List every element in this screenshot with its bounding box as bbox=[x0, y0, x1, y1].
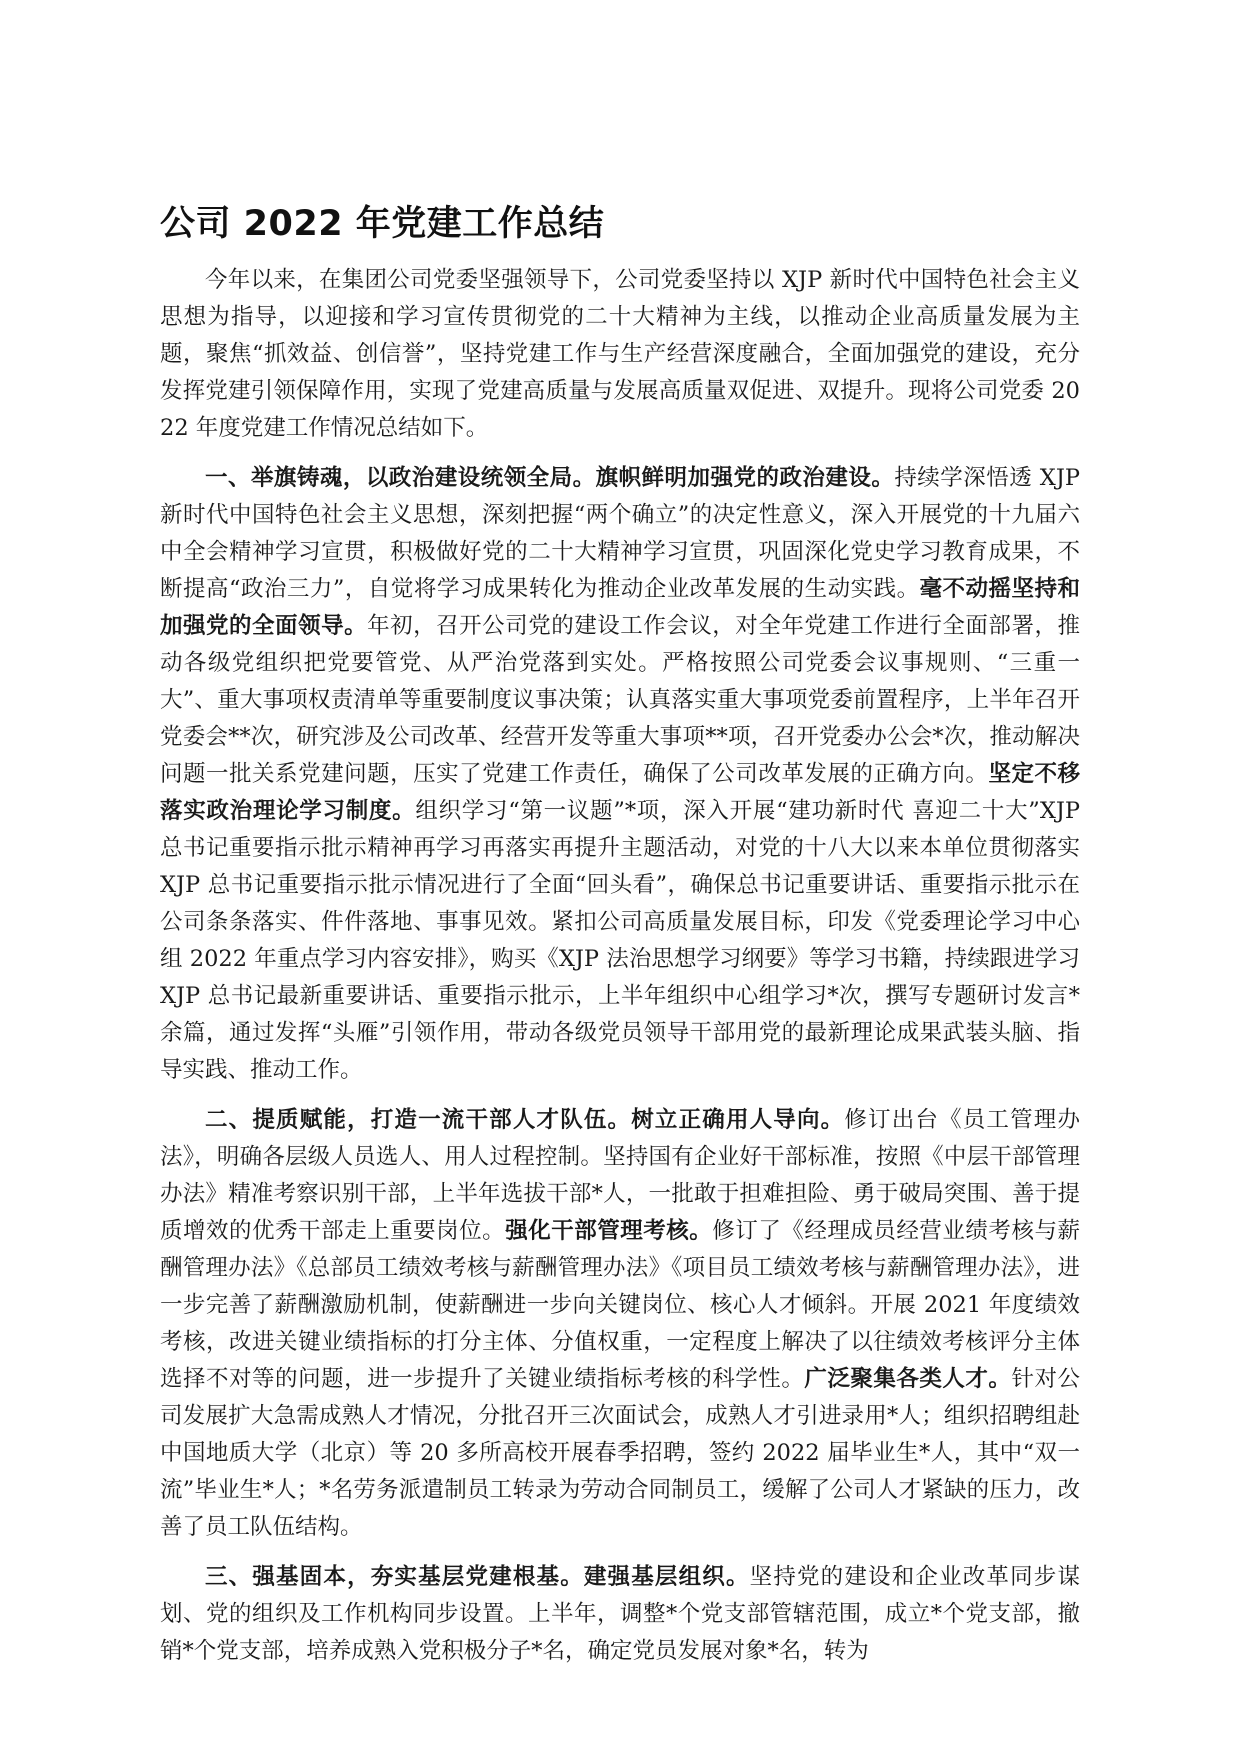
document-title: 公司 2022 年党建工作总结 bbox=[160, 204, 605, 244]
section-1-text-3: 组织学习“第一议题”*项，深入开展“建功新时代 喜迎二十大”XJP 总书记重要指示批示精神再学习再落实再提升主题活动，对党的十八大以来本单位贯彻落实 XJP 总书记重要指示批示情况进行了全面“回头看”，确保总书记重要讲话、重要指示批示在公司条条落实、件件落地、事事见效。紧扣公司高质量发展目标，印发《党委理论学习中心组 2022 年重点学习内容安排》，购买《XJP 法治思想学习纲要》等学习书籍，持续跟进学习 XJP 总书记最新重要讲话、重要指示批示，上半年组织中心组学习*次，撰写专题研讨发言*余篇，通过发挥“头雁”引领作用，带动各级党员领导干部用党的最新理论成果武装头脑、指导实践、推动工作。 bbox=[160, 798, 1080, 1083]
section-3-paragraph bbox=[160, 1559, 1080, 1670]
document-page bbox=[160, 200, 1080, 1683]
section-2-heading: 二、提质赋能，打造一流干部人才队伍。 bbox=[205, 1107, 632, 1133]
section-1-subheading-3: 坚定不移落实政治理论学习制度。 bbox=[160, 761, 1080, 824]
section-2-paragraph bbox=[160, 1102, 1080, 1546]
section-3-heading: 三、强基固本，夯实基层党建根基。 bbox=[205, 1564, 584, 1590]
section-2-text-3: 针对公司发展扩大急需成熟人才情况，分批召开三次面试会，成熟人才引进录用*人；组织招聘组赴中国地质大学（北京）等 20 多所高校开展春季招聘，签约 2022 届毕业生*人，其中“双一流”毕业生*人；*名劳务派遣制员工转录为劳动合同制员工，缓解了公司人才紧缺的压力，改善了员工队伍结构。 bbox=[160, 1366, 1080, 1540]
section-2-subheading-3: 广泛聚集各类人才。 bbox=[804, 1366, 1012, 1392]
section-3-text-1: 坚持党的建设和企业改革同步谋划、党的组织及工作机构同步设置。上半年，调整*个党支部管辖范围，成立*个党支部，撤销*个党支部，培养成熟入党积极分子*名，确定党员发展对象*名，转为 bbox=[160, 1564, 1080, 1664]
section-2-subheading-1: 树立正确用人导向。 bbox=[631, 1107, 845, 1133]
section-2-text-2: 修订了《经理成员经营业绩考核与薪酬管理办法》《总部员工绩效考核与薪酬管理办法》《项目员工绩效考核与薪酬管理办法》，进一步完善了薪酬激励机制，使薪酬进一步向关键岗位、核心人才倾斜。开展 2021 年度绩效考核，改进关键业绩指标的打分主体、分值权重，一定程度上解决了以往绩效考核评分主体选择不对等的问题，进一步提升了关键业绩指标考核的科学性。 bbox=[160, 1218, 1080, 1392]
section-2-text-1: 修订出台《员工管理办法》，明确各层级人员选人、用人过程控制。坚持国有企业好干部标准，按照《中层干部管理办法》精准考察识别干部，上半年选拔干部*人，一批敢于担难担险、勇于破局突围、善于提质增效的优秀干部走上重要岗位。 bbox=[160, 1107, 1080, 1244]
section-2-subheading-2: 强化干部管理考核。 bbox=[505, 1218, 713, 1244]
section-1-text-1: 持续学深悟透 XJP 新时代中国特色社会主义思想，深刻把握“两个确立”的决定性意义，深入开展党的十九届六中全会精神学习宣贯，积极做好党的二十大精神学习宣贯，巩固深化党史学习教育成果，不断提高“政治三力”，自觉将学习成果转化为推动企业改革发展的生动实践。 bbox=[160, 465, 1080, 602]
intro-paragraph: 今年以来，在集团公司党委坚强领导下，公司党委坚持以 XJP 新时代中国特色社会主义思想为指导，以迎接和学习宣传贯彻党的二十大精神为主线，以推动企业高质量发展为主题，聚焦“抓效益、创信誉”，坚持党建工作与生产经营深度融合，全面加强党的建设，充分发挥党建引领保障作用，实现了党建高质量与发展高质量双促进、双提升。现将公司党委 2022 年度党建工作情况总结如下。 bbox=[160, 267, 1080, 441]
section-1-text-2: 年初，召开公司党的建设工作会议，对全年党建工作进行全面部署，推动各级党组织把党要管党、从严治党落到实处。严格按照公司党委会议事规则、“三重一大”、重大事项权责清单等重要制度议事决策；认真落实重大事项党委前置程序，上半年召开党委会**次，研究涉及公司改革、经营开发等重大事项**项，召开党委办公会*次，推动解决问题一批关系党建问题，压实了党建工作责任，确保了公司改革发展的正确方向。 bbox=[160, 613, 1080, 787]
section-1-subheading-2: 毫不动摇坚持和加强党的全面领导。 bbox=[160, 576, 1080, 639]
section-1-paragraph bbox=[160, 460, 1080, 1089]
section-3-subheading-1: 建强基层组织。 bbox=[583, 1564, 750, 1590]
section-1-subheading-1: 旗帜鲜明加强党的政治建设。 bbox=[595, 465, 895, 491]
section-1-heading: 一、举旗铸魂，以政治建设统领全局。 bbox=[205, 465, 596, 491]
